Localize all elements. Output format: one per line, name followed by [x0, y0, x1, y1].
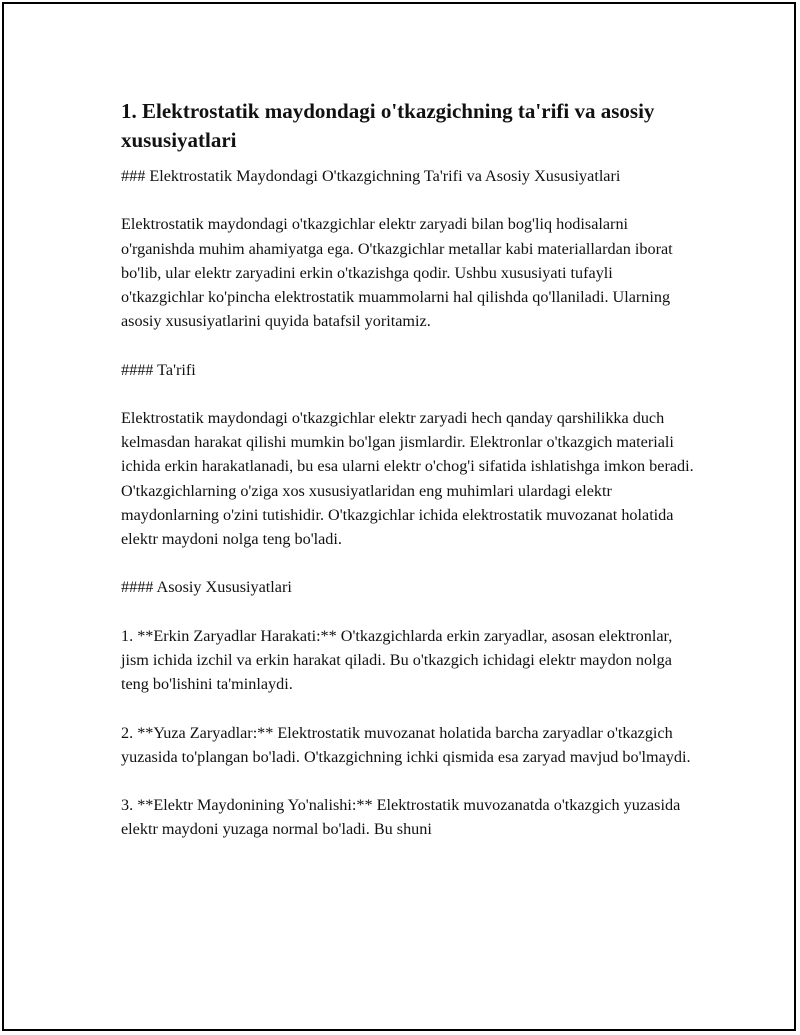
definition-heading-paragraph: #### Ta'rifi — [121, 360, 196, 379]
document-body — [121, 97, 696, 866]
intro-paragraph: Elektrostatik maydondagi o'tkazgichlar elektr zaryadi bilan bog'liq hodisalarni o'rganishda muhim ahamiyatga ega. O'tkazgichlar metallar kabi materiallardan iborat bo'lib, ular elektr zaryadini erkin o'tkazishga qodir. Ushbu xususiyati tufayli o'tkazgichlar ko'pincha elektrostatik muammolarni hal qilishda qo'llaniladi. Ularning asosiy xususiyatlarini quyida batafsil yoritamiz. — [121, 215, 673, 331]
list-item-free-charges: 1. **Erkin Zaryadlar Harakati:** O'tkazgichlarda erkin zaryadlar, asosan elektronlar, jism ichida izchil va erkin harakat qiladi. Bu o'tkazgich ichidagi elektr maydon nolga teng bo'lishini ta'minlaydi. — [121, 626, 673, 694]
page-frame — [2, 2, 796, 1031]
document-title: 1. Elektrostatik maydondagi o'tkazgichning ta'rifi va asosiy xususiyatlari — [121, 99, 655, 152]
definition-paragraph: Elektrostatik maydondagi o'tkazgichlar elektr zaryadi hech qanday qarshilikka duch kelmasdan harakat qilishi mumkin bo'lgan jismlardir. Elektronlar o'tkazgich materiali ichida erkin harakatlanadi, bu esa ularni elektr o'chog'i sifatida ishlatishga imkon beradi. O'tkazgichlarning o'ziga xos xususiyatlaridan eng muhimlari ulardagi elektr maydonlarning o'zini tutishidir. O'tkazgichlar ichida elektrostatik muvozanat holatida elektr maydoni nolga teng bo'ladi. — [121, 408, 694, 548]
list-item-surface-charges: 2. **Yuza Zaryadlar:** Elektrostatik muvozanat holatida barcha zaryadlar o'tkazgich yuzasida to'plangan bo'ladi. O'tkazgichning ichki qismida esa zaryad mavjud bo'lmaydi. — [121, 723, 691, 766]
properties-heading-paragraph: #### Asosiy Xususiyatlari — [121, 578, 292, 597]
list-item-field-direction: 3. **Elektr Maydonining Yo'nalishi:** Elektrostatik muvozanatda o'tkazgich yuzasida elektr maydoni yuzaga normal bo'ladi. Bu shuni — [121, 796, 681, 839]
section-heading-paragraph: ### Elektrostatik Maydondagi O'tkazgichning Ta'rifi va Asosiy Xususiyatlari — [121, 167, 621, 185]
